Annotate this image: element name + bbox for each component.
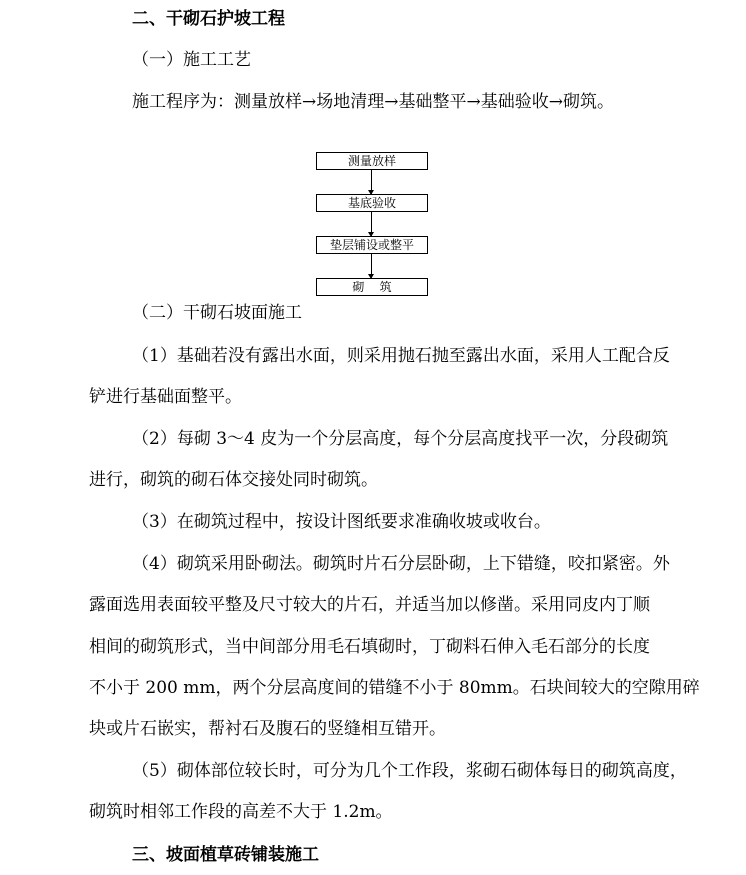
flow-step-acceptance: 基底验收 xyxy=(316,194,428,212)
flow-step-masonry: 砌 筑 xyxy=(316,278,428,296)
paragraph-4-line-5: 块或片石嵌实，帮衬石及腹石的竖缝相互错开。 xyxy=(89,719,446,739)
paragraph-4-line-2: 露面选用表面较平整及尺寸较大的片石，并适当加以修凿。采用同皮内丁顺 xyxy=(89,595,650,615)
flow-arrow xyxy=(371,212,372,236)
paragraph-3-line-1: （3）在砌筑过程中，按设计图纸要求准确收坡或收台。 xyxy=(132,512,551,532)
flowchart xyxy=(0,0,746,300)
paragraph-4-line-1: （4）砌筑采用卧砌法。砌筑时片石分层卧砌，上下错缝，咬扣紧密。外 xyxy=(132,554,670,574)
paragraph-2-line-2: 进行，砌筑的砌石体交接处同时砌筑。 xyxy=(89,470,378,490)
paragraph-2-line-1: （2）每砌 3～4 皮为一个分层高度，每个分层高度找平一次，分段砌筑 xyxy=(132,429,669,449)
flow-step-survey: 测量放样 xyxy=(316,152,428,170)
paragraph-5-line-2: 砌筑时相邻工作段的高差不大于 1.2m。 xyxy=(89,802,393,822)
subsection-2-title: （二）干砌石坡面施工 xyxy=(132,303,302,323)
paragraph-4-line-4: 不小于 200 mm，两个分层高度间的错缝不小于 80mm。石块间较大的空隙用碎 xyxy=(89,678,700,698)
section-2-title: 二、干砌石护坡工程 xyxy=(132,9,285,29)
paragraph-1-line-1: （1）基础若没有露出水面，则采用抛石抛至露出水面，采用人工配合反 xyxy=(132,346,670,366)
flow-step-bedding: 垫层铺设或整平 xyxy=(316,236,428,254)
section-3-title: 三、坡面植草砖铺装施工 xyxy=(132,845,319,865)
subsection-1-title: （一）施工工艺 xyxy=(132,50,251,70)
paragraph-1-line-2: 铲进行基础面整平。 xyxy=(89,387,242,407)
paragraph-5-line-1: （5）砌体部位较长时，可分为几个工作段，浆砌石砌体每日的砌筑高度， xyxy=(132,761,687,781)
flow-arrow xyxy=(371,254,372,278)
paragraph-4-line-3: 相间的砌筑形式，当中间部分用毛石填砌时，丁砌料石伸入毛石部分的长度 xyxy=(89,637,650,657)
procedure-text: 施工程序为：测量放样→场地清理→基础整平→基础验收→砌筑。 xyxy=(132,92,614,112)
flow-arrow xyxy=(371,170,372,194)
